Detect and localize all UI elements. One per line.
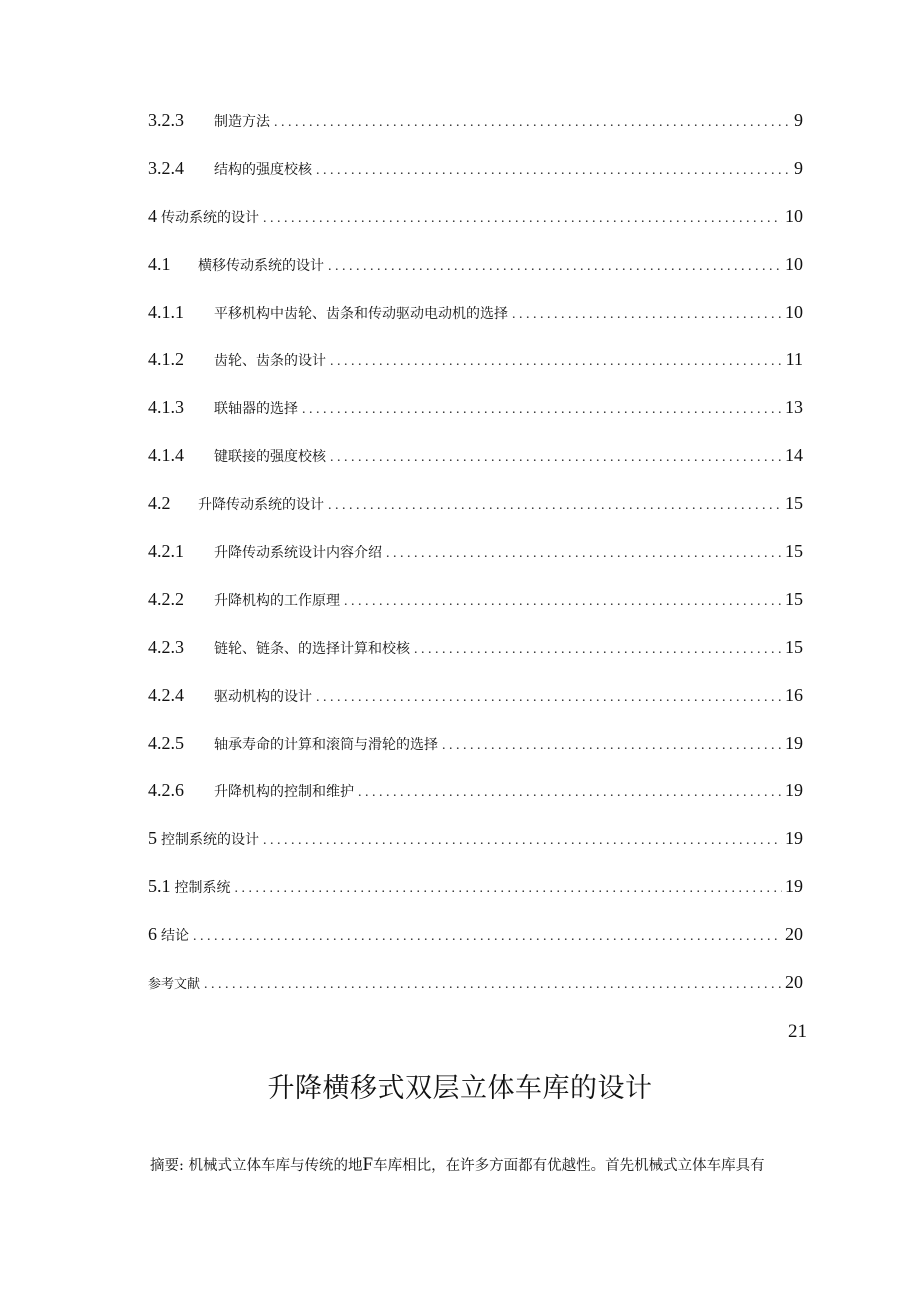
- toc-leader-dots: [330, 450, 782, 466]
- toc-entry: [148, 110, 803, 158]
- toc-entry-title: 横移传动系统的设计: [198, 257, 324, 274]
- abstract-text-before: 机械式立体车库与传统的地: [188, 1158, 363, 1174]
- toc-leader-dots: [328, 259, 782, 275]
- toc-entry: [148, 158, 803, 206]
- toc-entry-number: 6: [148, 924, 157, 945]
- toc-entry-title: 驱动机构的设计: [214, 688, 312, 705]
- toc-leader-dots: [193, 929, 782, 945]
- toc-leader-dots: [344, 594, 782, 610]
- abstract-paragraph: [150, 1154, 820, 1176]
- toc-leader-dots: [328, 498, 782, 514]
- toc-entry-title: 升降传动系统设计内容介绍: [214, 545, 382, 562]
- toc-entry-title: 结论: [161, 928, 189, 945]
- toc-entry: [148, 637, 803, 685]
- toc-entry-page: 15: [785, 636, 803, 657]
- toc-entry-page: 9: [794, 110, 803, 130]
- toc-entry-page: 10: [785, 253, 803, 274]
- toc-entry: [148, 206, 803, 254]
- toc-entry-title: 链轮、链条、的选择计算和校核: [214, 640, 410, 657]
- toc-entry: [148, 493, 803, 541]
- toc-entry-number: 4.1.3: [148, 397, 184, 418]
- toc-entry-number: 5: [148, 828, 157, 849]
- toc-entry: [148, 924, 803, 972]
- toc-entry-number: 4.2.4: [148, 684, 184, 705]
- toc-entry-page: 11: [785, 349, 803, 370]
- toc-entry-page: 19: [785, 828, 803, 849]
- toc-entry: [148, 972, 803, 1020]
- toc-entry-page: 14: [785, 445, 803, 466]
- toc-entry-title: 参考文献: [148, 977, 201, 993]
- toc-entry-number: 3.2.3: [148, 110, 184, 130]
- toc-entry-title: 升降传动系统的设计: [198, 497, 324, 514]
- toc-entry-number: 4.2.3: [148, 636, 184, 657]
- toc-leader-dots: [442, 738, 782, 754]
- toc-leader-dots: [358, 785, 782, 801]
- toc-entry-page: 19: [785, 780, 803, 801]
- toc-leader-dots: [316, 690, 782, 706]
- toc-entry-title: 升降机构的控制和维护: [214, 784, 354, 801]
- toc-entry-number: 4.1.4: [148, 445, 184, 466]
- toc-entry-title: 升降机构的工作原理: [214, 592, 340, 609]
- toc-leader-dots: [263, 211, 782, 227]
- toc-entry: [148, 589, 803, 637]
- toc-entry-page: 15: [785, 493, 803, 514]
- toc-leader-dots: [235, 881, 783, 897]
- toc-leader-dots: [263, 833, 782, 849]
- toc-entry: [148, 302, 803, 350]
- toc-entry: [148, 685, 803, 733]
- toc-entry-page: 19: [785, 876, 803, 897]
- toc-entry-title: 平移机构中齿轮、齿条和传动驱动电动机的选择: [214, 305, 508, 322]
- toc-leader-dots: [302, 402, 782, 418]
- toc-entry: [148, 733, 803, 781]
- toc-entry-number: 4.2.6: [148, 780, 184, 801]
- toc-entry-page: 10: [785, 205, 803, 226]
- toc-entry-title: 控制系统: [174, 880, 231, 897]
- toc-entry-title: 控制系统的设计: [161, 832, 259, 849]
- toc-entry-page: 15: [785, 588, 803, 609]
- toc-entry-number: 3.2.4: [148, 157, 184, 178]
- toc-entry-number: 4.2.2: [148, 588, 184, 609]
- toc-entry: [148, 397, 803, 445]
- toc-entry-page: 16: [785, 684, 803, 705]
- toc-entry: [148, 780, 803, 828]
- toc-entry-title: 传动系统的设计: [161, 209, 259, 226]
- page-number: 21: [788, 1021, 807, 1042]
- toc-entry-page: 20: [785, 972, 803, 993]
- toc-entry-number: 4.2.1: [148, 541, 184, 562]
- abstract-label: 摘要:: [150, 1158, 184, 1174]
- toc-entry: [148, 254, 803, 302]
- toc-entry: [148, 541, 803, 589]
- toc-leader-dots: [512, 307, 782, 323]
- toc-entry-page: 15: [785, 541, 803, 562]
- toc-entry: [148, 828, 803, 876]
- toc-leader-dots: [316, 163, 791, 179]
- toc-leader-dots: [414, 642, 782, 658]
- toc-entry-page: 9: [794, 157, 803, 178]
- toc-entry-number: 4: [148, 205, 157, 226]
- abstract-glyph: F: [362, 1154, 374, 1175]
- toc-entry-title: 联轴器的选择: [214, 401, 298, 418]
- toc-entry-page: 20: [785, 924, 803, 945]
- toc-entry-page: 19: [785, 732, 803, 753]
- abstract-text-after: 车库相比，在许多方面都有优越性。首先机械式立体车库具有: [373, 1158, 765, 1174]
- table-of-contents: [148, 110, 803, 1020]
- toc-entry-number: 5.1: [148, 876, 171, 897]
- toc-leader-dots: [330, 354, 783, 370]
- toc-entry-title: 轴承寿命的计算和滚筒与滑轮的选择: [214, 736, 438, 753]
- toc-entry-number: 4.1.1: [148, 301, 184, 322]
- toc-entry-number: 4.1.2: [148, 349, 184, 370]
- toc-leader-dots: [386, 546, 782, 562]
- toc-entry: [148, 445, 803, 493]
- toc-entry-title: 齿轮、齿条的设计: [214, 353, 326, 370]
- toc-entry-title: 结构的强度校核: [214, 161, 312, 178]
- document-title: 升降横移式双层立体车库的设计: [267, 1073, 653, 1104]
- toc-entry-page: 13: [785, 397, 803, 418]
- toc-entry-number: 4.1: [148, 253, 171, 274]
- toc-leader-dots: [204, 977, 782, 993]
- toc-entry: [148, 349, 803, 397]
- toc-entry-title: 制造方法: [214, 114, 270, 130]
- toc-entry: [148, 876, 803, 924]
- toc-entry-page: 10: [785, 301, 803, 322]
- toc-entry-number: 4.2: [148, 493, 171, 514]
- toc-leader-dots: [274, 115, 791, 131]
- toc-entry-title: 键联接的强度校核: [214, 449, 326, 466]
- toc-entry-number: 4.2.5: [148, 732, 184, 753]
